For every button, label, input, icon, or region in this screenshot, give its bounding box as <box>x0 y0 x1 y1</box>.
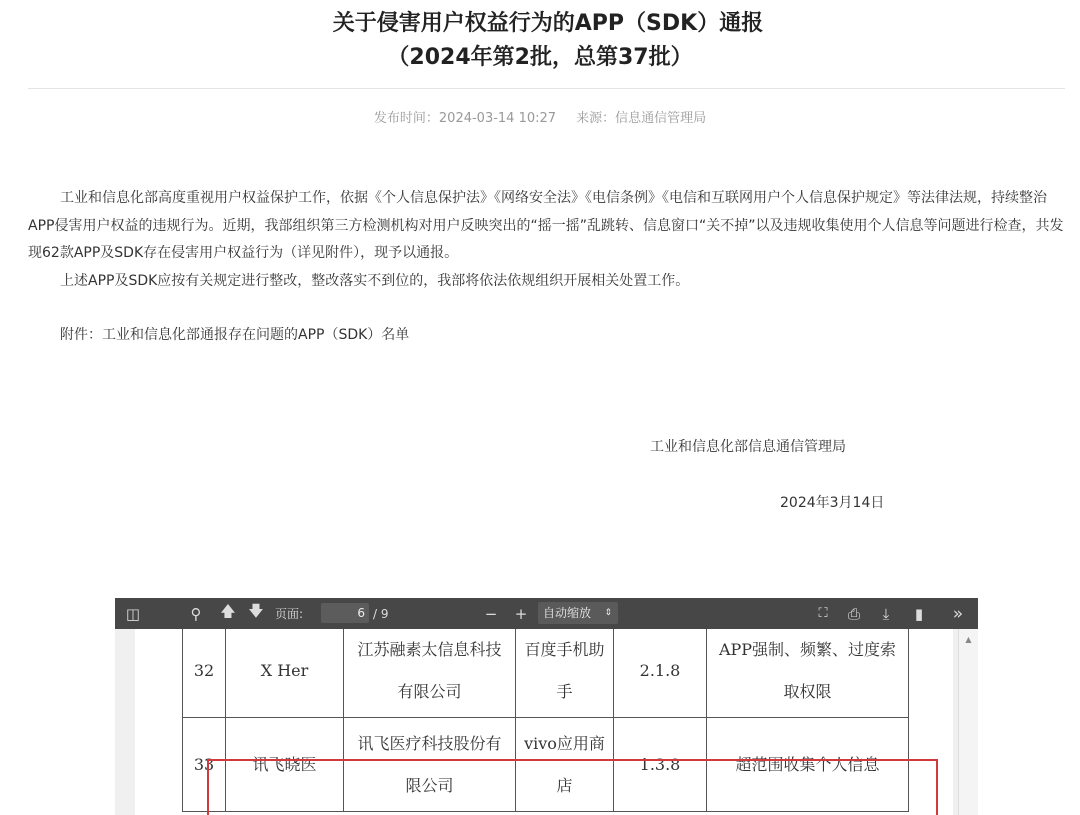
zoom-value: 自动缩放 <box>543 606 592 620</box>
paragraph: 工业和信息化部高度重视用户权益保护工作，依据《个人信息保护法》《网络安全法》《电信条例》《电信和互联网用户个人信息保护规定》等法律法规，持续整治APP侵害用户权益的违规行为。近期，我部组织第三方检测机构对用户反映突出的“摇一摇”乱跳转、信息窗口“关不掉”以及违规收集使用个人信息等问题进行检查，共发现62款APP及SDK存在侵害用户权益行为（详见附件），现予以通报。 <box>28 190 1064 261</box>
cell-store: 百度手机助手 <box>516 624 614 718</box>
publish-time: 发布时间：2024-03-14 10:27 <box>373 111 557 126</box>
download-icon[interactable]: ⤓ <box>882 604 890 623</box>
cell-version: 2.1.8 <box>614 624 707 718</box>
pdf-toolbar <box>115 598 978 629</box>
pdf-viewer <box>115 598 978 815</box>
fullscreen-icon[interactable]: ⛶ <box>818 606 828 621</box>
total-pages: / 9 <box>373 606 389 621</box>
scroll-up-icon[interactable]: ▲ <box>965 635 972 644</box>
cell-company: 江苏融素太信息科技有限公司 <box>344 624 516 718</box>
attachment-link[interactable]: 附件：工业和信息化部通报存在问题的APP（SDK）名单 <box>60 327 410 343</box>
arrow-down-icon[interactable]: 🡇 <box>248 602 264 620</box>
source: 来源：信息通信管理局 <box>576 111 707 126</box>
search-icon[interactable]: ⚲ <box>190 604 202 623</box>
page-label: 页面: <box>275 607 304 621</box>
page-subtitle: （2024年第2批，总第37批） <box>387 45 693 70</box>
scrollbar[interactable] <box>958 629 978 815</box>
article-meta <box>0 107 1080 126</box>
highlight-box <box>207 759 938 815</box>
plus-icon[interactable]: + <box>514 604 528 623</box>
cell-version: 1.3.8 <box>614 718 707 812</box>
divider <box>28 88 1065 89</box>
cell-app: X Her <box>226 624 344 718</box>
cell-company: 讯飞医疗科技股份有限公司 <box>344 718 516 812</box>
print-icon[interactable]: ⎙ <box>847 604 860 623</box>
cell-issue: 超范围收集个人信息 <box>707 718 909 812</box>
page-title: 关于侵害用户权益行为的APP（SDK）通报 <box>332 11 764 36</box>
cell-issue: APP强制、频繁、过度索取权限 <box>707 624 909 718</box>
sidebar-toggle-icon[interactable]: ◫ <box>125 604 141 623</box>
cell-app: 讯飞晓医 <box>226 718 344 812</box>
article-body <box>28 185 1068 295</box>
select-arrows-icon: ⇕ <box>604 608 612 618</box>
cell-store: vivo应用商店 <box>516 718 614 812</box>
cell-no: 33 <box>183 718 226 812</box>
table-row <box>183 624 909 718</box>
signature: 工业和信息化部信息通信管理局 <box>650 439 846 455</box>
arrow-up-icon[interactable]: 🡅 <box>220 602 236 620</box>
signature-date: 2024年3月14日 <box>780 495 885 511</box>
bookmark-icon[interactable]: ▮ <box>914 604 924 623</box>
double-chevron-right-icon[interactable]: » <box>952 603 964 624</box>
zoom-select[interactable] <box>538 602 618 624</box>
minus-icon[interactable]: − <box>484 604 498 623</box>
cell-no: 32 <box>183 624 226 718</box>
page-number-input[interactable]: 6 <box>321 603 369 623</box>
paragraph: 上述APP及SDK应按有关规定进行整改，整改落实不到位的，我部将依法依规组织开展相关处置工作。 <box>60 272 690 289</box>
pdf-page <box>135 629 953 815</box>
